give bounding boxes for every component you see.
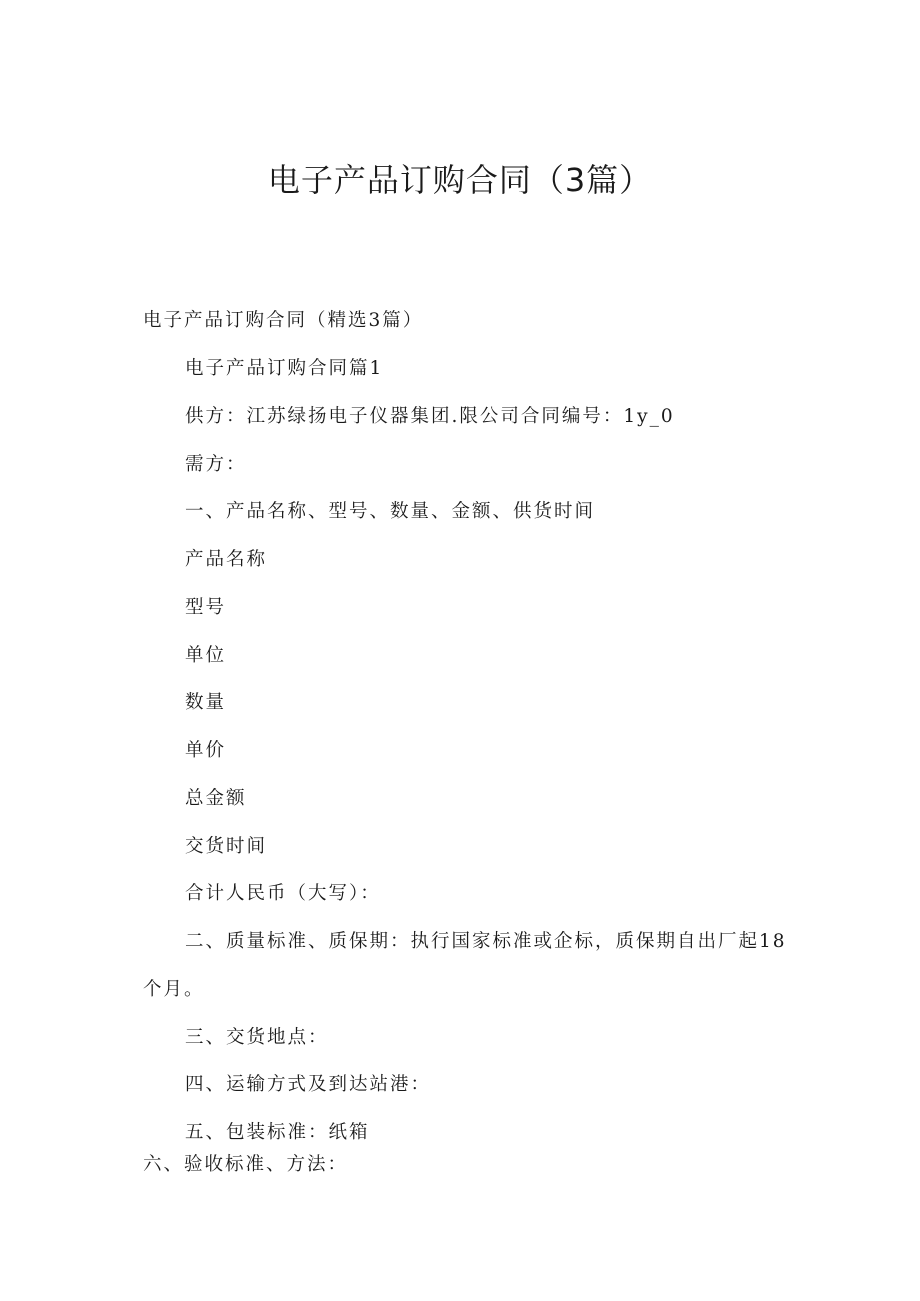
clause-heading: 一、产品名称、型号、数量、金额、供货时间: [185, 501, 596, 522]
clause-continuation: 个月。: [143, 979, 205, 1000]
document-title: 电子产品订购合同（3篇）: [267, 161, 653, 199]
total-line: 合计人民币（大写）：: [185, 883, 381, 904]
clause-heading: 五、包装标准：纸箱: [185, 1122, 370, 1143]
clause-heading: 三、交货地点：: [185, 1027, 329, 1048]
supplier-line: 供方：江苏绿扬电子仪器集团.限公司合同编号：1y_0: [185, 406, 675, 427]
section-heading: 电子产品订购合同篇1: [185, 358, 384, 379]
field-label: 型号: [185, 597, 227, 618]
clause-heading: 六、验收标准、方法：: [143, 1154, 349, 1175]
field-label: 单位: [185, 645, 227, 666]
field-label: 数量: [185, 692, 227, 713]
field-label: 产品名称: [185, 549, 268, 570]
field-label: 总金额: [185, 788, 247, 809]
field-label: 交货时间: [185, 836, 268, 857]
field-label: 单价: [185, 740, 227, 761]
document-subtitle: 电子产品订购合同（精选3篇）: [143, 310, 424, 331]
clause-heading: 四、运输方式及到达站港：: [185, 1074, 432, 1095]
buyer-line: 需方：: [185, 454, 247, 475]
clause-heading: 二、质量标准、质保期：执行国家标准或企标，质保期自出厂起18: [185, 931, 787, 952]
